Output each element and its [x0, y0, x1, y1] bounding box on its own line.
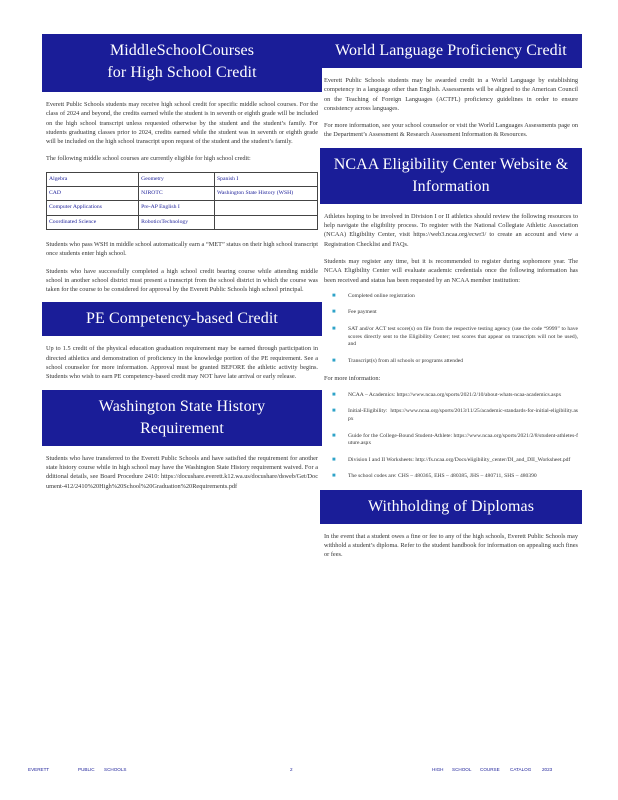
bullet-icon: ■: [332, 357, 336, 364]
table-row: [47, 172, 318, 186]
wsh-requirement-banner: [42, 390, 322, 446]
table-cell: Washington State History (WSH): [215, 187, 318, 201]
list-item: [332, 473, 578, 481]
list-item-text: The school codes are: CHS – 480365, EHS – 480385, JHS – 480711, SHS – 480390: [348, 473, 537, 480]
section-title: Information: [412, 177, 490, 195]
list-item: [332, 293, 578, 301]
pe-credit-text: [46, 344, 318, 381]
section-title: NCAA Eligibility Center Website &: [333, 155, 569, 173]
resource-link[interactable]: Division I and II Worksheets: http://fs.ncaa.org/Docs/eligibility_center/DI_and_DII_Worksheet.pdf: [348, 456, 571, 463]
section-title: MiddleSchoolCourses: [109, 42, 255, 59]
bullet-icon: ■: [332, 473, 336, 480]
bullet-icon: ■: [332, 432, 336, 439]
resource-link[interactable]: Guide for the College-Bound Student-Athlete: https://www.ncaa.org/sports/2021/2/8/student-athletes-future.aspx: [348, 432, 578, 447]
section-title: for High School Credit: [107, 64, 257, 81]
resources-list: [324, 392, 578, 481]
table-row: [47, 215, 318, 229]
middle-school-text: [46, 100, 318, 294]
table-cell: RoboticsTechnology: [139, 215, 215, 229]
paragraph: For more information:: [324, 375, 381, 383]
table-cell: Computer Applications: [47, 201, 139, 215]
bullet-icon: ■: [332, 391, 336, 398]
table-cell: CAD: [47, 187, 139, 201]
list-item[interactable]: [332, 433, 578, 448]
ncaa-banner: [320, 148, 582, 204]
footer-text: EVERETT: [28, 767, 50, 772]
bullet-icon: ■: [332, 292, 336, 299]
bullet-icon: ■: [332, 456, 336, 463]
footer-text: CATALOG: [510, 767, 532, 772]
paragraph: In the event that a student owes a fine or fee to any of the high schools, Everett Public Schools may withhold a student’s diploma. Refer to the student handbook for information on appealing such fines or fees.: [324, 532, 578, 559]
paragraph: Up to 1.5 credit of the physical education graduation requirement may be earned through participation in directed athletics and demonstration of proficiency in the knowledge portion of the PE requirement. See a school counselor for more information. Approval must be granted BEFORE the athletic activity begins. Students who wish to earn PE competency-based credit may NOT have late arrival or early release.: [46, 345, 318, 381]
wsh-requirement-text: [46, 454, 318, 491]
paragraph: Students who have successfully completed a high school credit bearing course while attending middle school in another school district must present a transcript from the school district in which the course was taken for the course to be considered for approval by the Everett Public Schools high school principal.: [46, 267, 318, 294]
list-item-text: Completed online registration: [348, 292, 415, 299]
bullet-icon: ■: [332, 309, 336, 316]
world-language-banner: [320, 34, 582, 68]
paragraph: Students may register any time, but it is recommended to register during sophomore year. The NCAA Eligibility Center will evaluate academic credentials once the following information has been received and status has been requested by an NCAA member institution:: [324, 257, 578, 284]
list-item-text: Fee payment: [348, 309, 377, 316]
footer-text: COURSE: [480, 767, 500, 772]
list-item-text: Transcript(s) from all schools or programs attended: [348, 357, 464, 364]
withholding-diplomas-text: [324, 532, 578, 560]
left-column: [42, 34, 322, 499]
list-item: [332, 358, 578, 366]
footer-text: SCHOOL: [452, 767, 472, 772]
footer-text: SCHOOLS: [104, 767, 127, 772]
table-cell: NJROTC: [139, 187, 215, 201]
list-item: [332, 309, 578, 317]
paragraph: For more information, see your school counselor or visit the World Languages Assessments page on the Department’s Assessment & Research Assessment Information & Resources.: [324, 122, 578, 139]
footer-text: 2023: [542, 767, 553, 772]
requirements-list: [324, 293, 578, 366]
list-item-text: SAT and/or ACT test score(s) on file from the respective testing agency (use the code “9999” to have scores directly sent to the Eligibility Center; test scores that appear on transcripts will not be used), and: [348, 326, 578, 348]
paragraph: Students who pass WSH in middle school automatically earn a “MET” status on their high school transcript once students enter high school.: [46, 240, 318, 258]
ncaa-text: [324, 212, 578, 481]
table-cell: [215, 201, 318, 215]
bullet-icon: ■: [332, 326, 336, 333]
paragraph: Everett Public Schools students may receive high school credit for specific middle school courses. For the class of 2024 and beyond, the credits earned while the student is in seventh or eighth grade will be included on the high school transcript unless requested otherwise by the student and the student’s family. For students graduating classes prior to 2024, credits earned while the student was in seventh or eighth grade will be included on the high school transcript upon request of the student and the student’s family.: [46, 101, 318, 146]
paragraph: Athletes hoping to be involved in Division I or II athletics should review the following resources to help navigate the eligibility process. To register with the National Collegiate Athletic Association (NCAA) Eligibility Center, visit https://web3.ncaa.org/ecwr3/ to create an account and view a Registration Checklist and FAQs.: [324, 212, 578, 248]
table-cell: Spanish I: [215, 172, 318, 186]
list-item: [332, 326, 578, 349]
section-title: Withholding of Diplomas: [367, 497, 535, 515]
paragraph: Everett Public Schools students may be awarded credit in a World Language by establishing competency in a language other than English. Assessments will be aligned to the American Council on the Teaching of Foreign Languages (ACTFL) proficiency guidelines in order to ensure consistency across languages.: [324, 77, 578, 112]
table-row: [47, 201, 318, 215]
section-title: World Language Proficiency Credit: [335, 42, 567, 59]
resource-link[interactable]: NCAA – Academics: https://www.ncaa.org/sports/2021/2/10/about-whats-ncaa-academics.aspx: [348, 391, 562, 398]
list-item[interactable]: [332, 457, 578, 465]
eligible-courses-table: [46, 172, 318, 230]
list-item[interactable]: [332, 392, 578, 400]
pe-credit-banner: [42, 302, 322, 336]
table-cell: Algebra: [47, 172, 139, 186]
paragraph: Students who have transferred to the Everett Public Schools and have satisfied the requirement for another state history course while in high school may have the Washington State History requirement waived. For additional details, see Board Procedure 2410: https://docushare.everett.k12.wa.us/docushare/dsweb/Get/Document-412/2410%20High%20School%20Graduation%20Requirements.pdf: [46, 454, 318, 490]
table-cell: Geometry: [139, 172, 215, 186]
middle-school-courses-banner: [42, 34, 322, 92]
right-column: [320, 34, 582, 568]
bullet-icon: ■: [332, 408, 336, 415]
list-item[interactable]: [332, 408, 578, 423]
footer-text: PUBLIC: [78, 767, 95, 772]
section-title: Requirement: [140, 419, 224, 437]
table-cell: Coordinated Science: [47, 215, 139, 229]
section-title: PE Competency-based Credit: [86, 310, 278, 328]
page-number: 2: [290, 767, 293, 772]
withholding-diplomas-banner: [320, 490, 582, 524]
paragraph: The following middle school courses are currently eligible for high school credit:: [46, 155, 251, 163]
section-title: Washington State History: [98, 397, 266, 415]
footer-text: HIGH: [432, 767, 444, 772]
world-language-text: [324, 76, 578, 140]
table-cell: Pre-AP English I: [139, 201, 215, 215]
resource-link[interactable]: Initial-Eligibility: https://www.ncaa.org/sports/2013/11/25/academic-standards-for-initial-eligibility.aspx: [348, 408, 578, 422]
table-row: [47, 187, 318, 201]
table-cell: [215, 215, 318, 229]
